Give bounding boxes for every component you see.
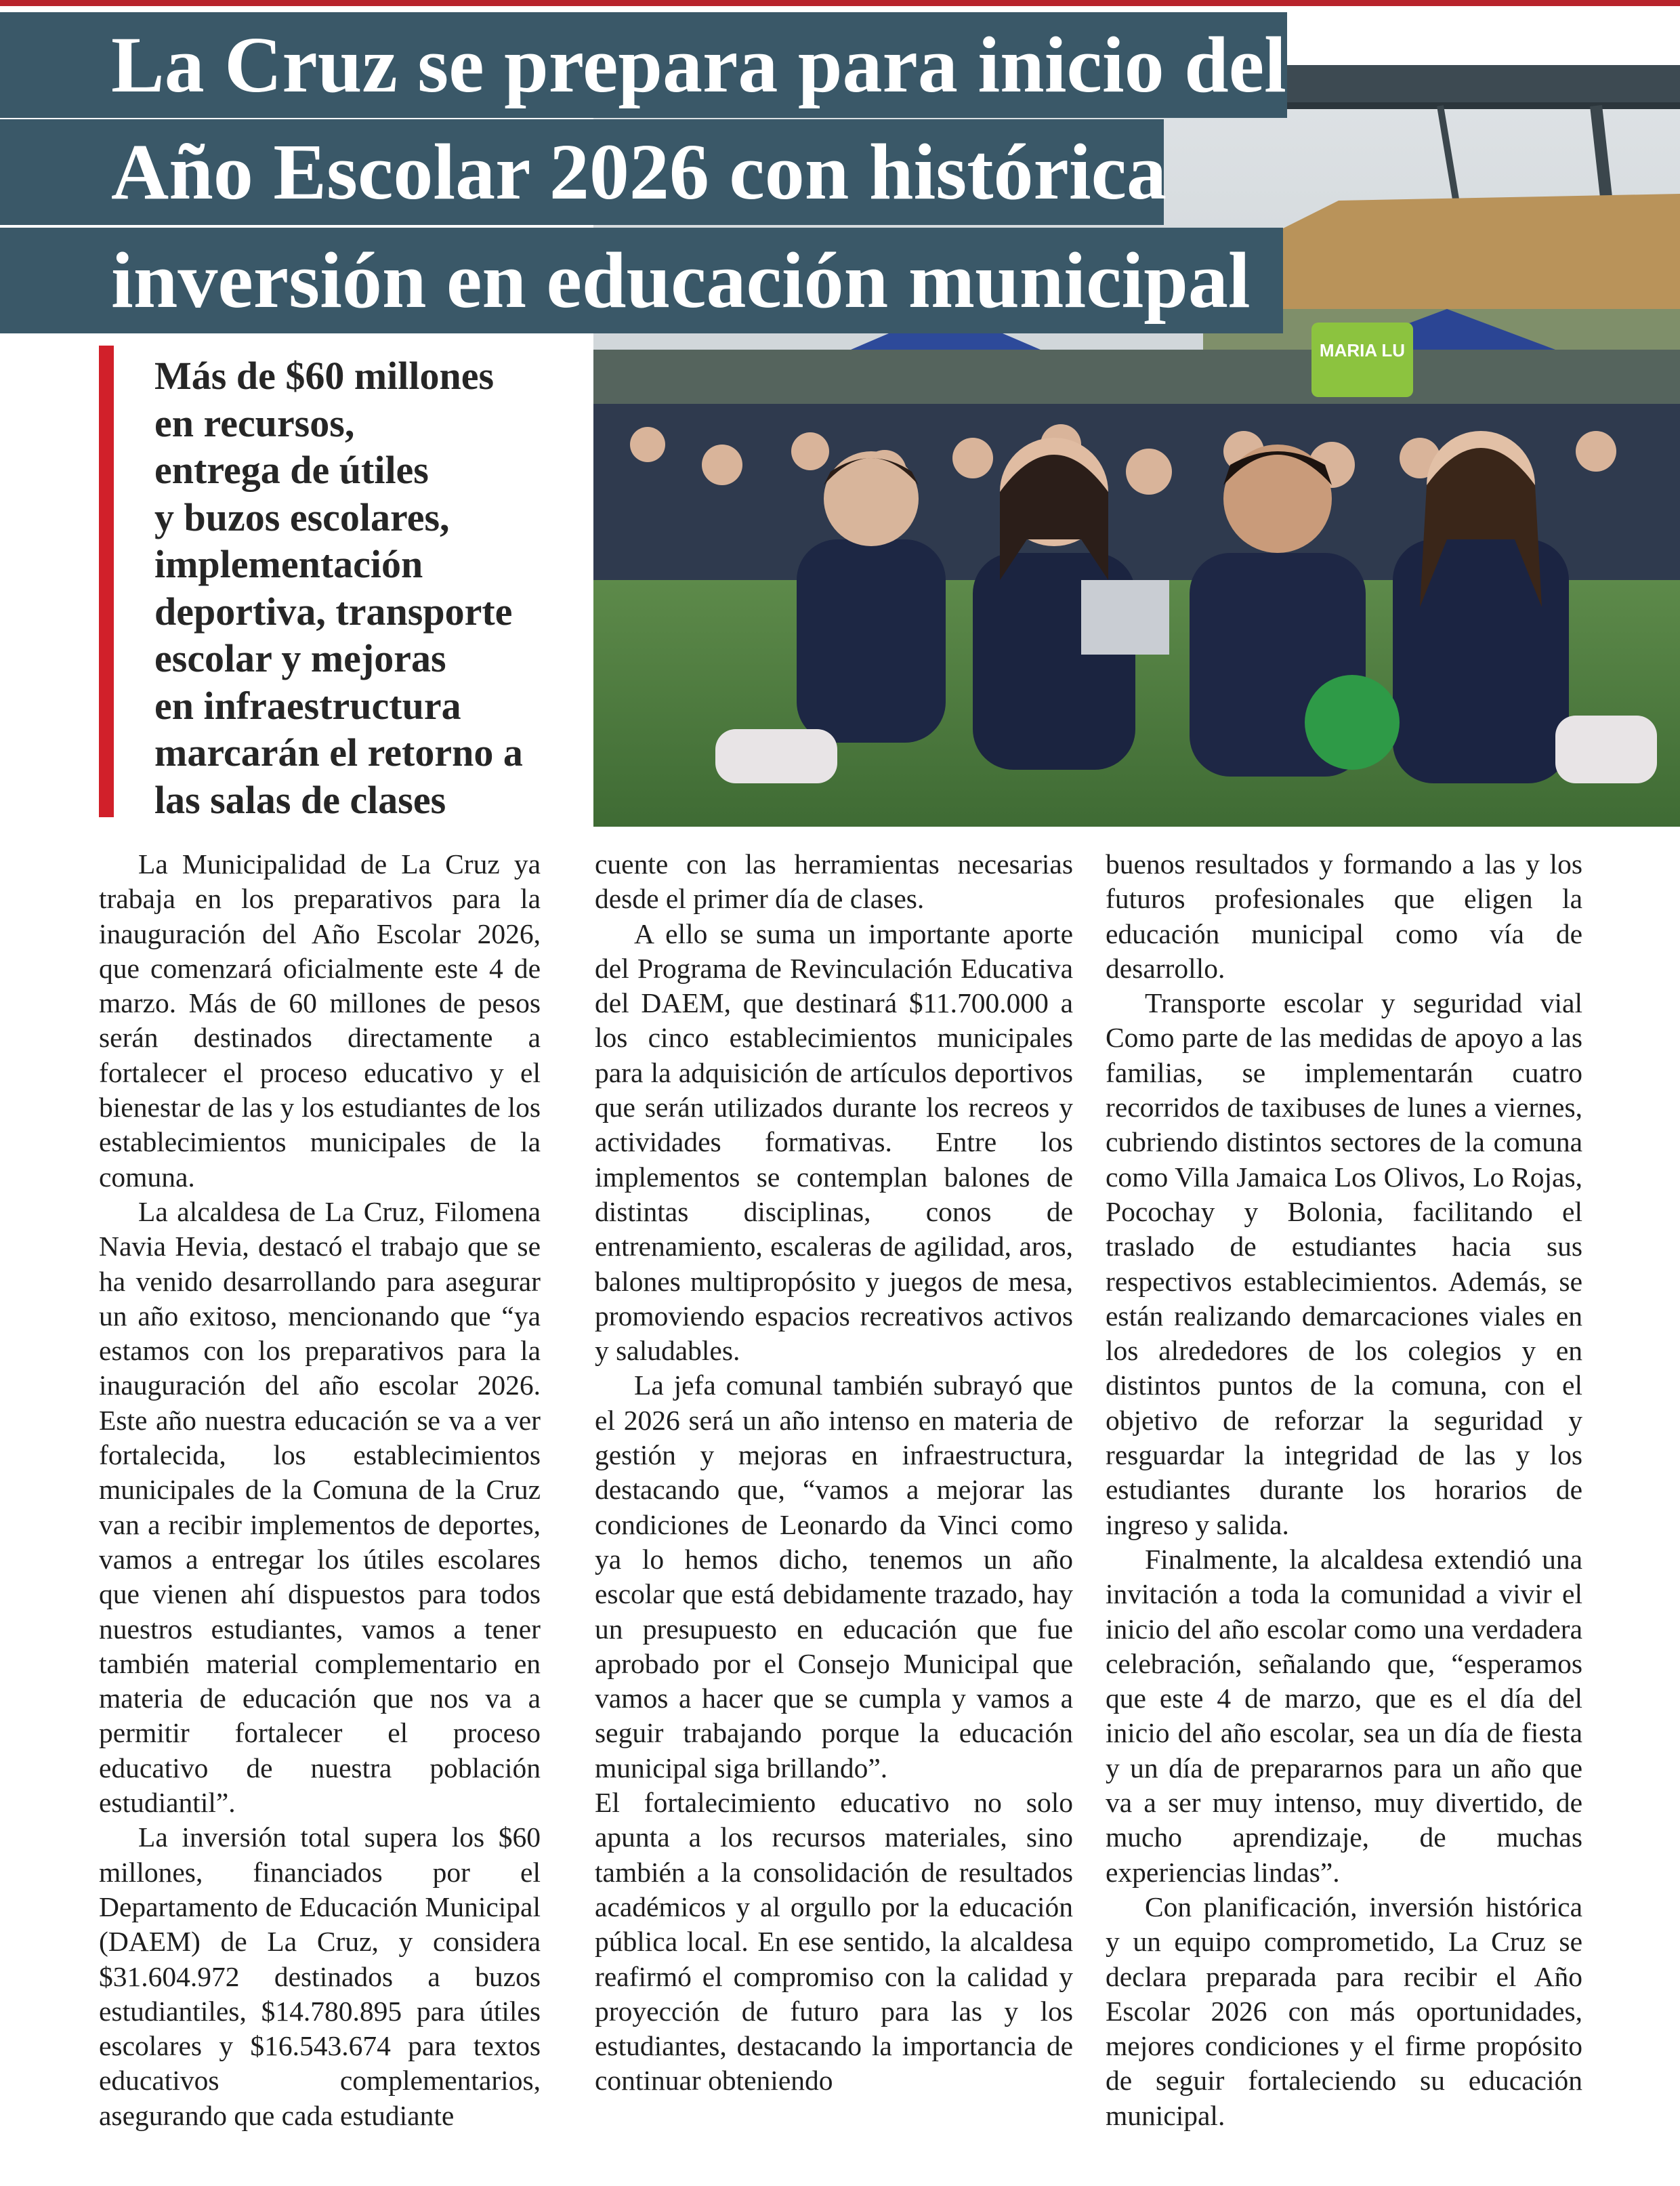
paragraph: La Municipalidad de La Cruz ya trabaja en los preparativos para la inauguración del Año Escolar 2026, que comenzará oficialmente este 4 de marzo. Más de 60 millones de pesos serán destinados directamente a fortalecer el proceso educativo y el bienestar de las y los estudiantes de los establecimientos municipales de la comuna. — [99, 848, 541, 1193]
subheadline-line: entrega de útiles — [154, 448, 429, 492]
paragraph: La jefa comunal también subrayó que el 2026 será un año intenso en materia de gestión y mejoras en infraestructura, destacando que, “vamos a mejorar las condiciones de Leonardo da Vinci como ya lo hemos dicho, tenemos un año escolar que está debidamente trazado, hay un presupuesto en educación que fue aprobado por el Consejo Municipal que vamos a hacer que se cumpla y vamos a seguir trabajando porque la educación municipal siga brillando”. — [595, 1369, 1073, 1783]
paragraph: La inversión total supera los $60 millones, financiados por el Departamento de Educación Municipal (DAEM) de La Cruz, y considera $31.604.972 destinados a buzos estudiantiles, $14.780.895 para útiles escolares y $16.543.674 para textos educativos complementarios, asegurando que cada estudiante — [99, 1821, 541, 2131]
article-column-1 — [99, 847, 541, 2133]
paragraph: Finalmente, la alcaldesa extendió una invitación a toda la comunidad a vivir el inicio del año escolar como una verdadera celebración, señalando que, “esperamos que este 4 de marzo, que es el día del inicio del año escolar, sea un día de fiesta y un día de prepararnos para un año que va a ser muy intenso, muy divertido, de mucho aprendizaje, de muchas experiencias lindas”. — [1106, 1543, 1582, 1888]
banner-text: MARIA LU — [1319, 340, 1406, 360]
subheadline-accent-bar — [99, 346, 114, 817]
paragraph: La alcaldesa de La Cruz, Filomena Navia Hevia, destacó el trabajo que se ha venido desarrollando para asegurar un año exitoso, mencionando que “ya estamos con los preparativos para la inauguración del año escolar 2026. Este año nuestra educación se va a ver fortalecida, los establecimientos municipales de la Comuna de la Cruz van a recibir implementos de deportes, vamos a entregar los útiles escolares que vienen ahí dispuestos para todos nuestros estudiantes, vamos a tener también material complementario en materia de educación que nos va a permitir fortalecer el proceso educativo de nuestra población estudiantil”. — [99, 1195, 541, 1819]
subheadline — [154, 352, 574, 823]
article-column-3 — [1106, 847, 1582, 2133]
subheadline-line: las salas de clases — [154, 777, 446, 822]
paragraph: Con planificación, inversión histórica y un equipo comprometido, La Cruz se declara preparada para recibir el Año Escolar 2026 con más oportunidades, mejores condiciones y el firme propósito de seguir fortaleciendo su educación municipal. — [1106, 1891, 1582, 2131]
paragraph: El fortalecimiento educativo no solo apunta a los recursos materiales, sino también a la consolidación de resultados académicos y al orgullo por la educación pública local. En ese sentido, la alcaldesa reafirmó el compromiso con la calidad y proyección de futuro para las y los estudiantes, destacando la importancia de continuar obteniendo — [595, 1787, 1073, 2097]
subheadline-line: marcarán el retorno a — [154, 730, 523, 775]
headline-line-1: La Cruz se prepara para inicio del — [0, 12, 1287, 118]
paragraph: Transporte escolar y seguridad vial Como parte de las medidas de apoyo a las familias, se implementarán cuatro recorridos de taxibuses de lunes a viernes, cubriendo distintos sectores de la comuna como Villa Jamaica Los Olivos, Lo Rojas, Pocochay y Bolonia, facilitando el traslado de estudiantes hacia sus respectivos establecimientos. Además, se están realizando demarcaciones viales en los alrededores de los colegios y en distintos puntos de la comuna, con el objetivo de reforzar la seguridad y resguardar la integridad de las y los estudiantes durante los horarios de ingreso y salida. — [1106, 987, 1582, 1540]
subheadline-line: implementación — [154, 542, 423, 586]
subheadline-line: escolar y mejoras — [154, 636, 446, 680]
subheadline-line: deportiva, transporte — [154, 589, 513, 634]
paragraph: cuente con las herramientas necesarias desde el primer día de clases. — [595, 848, 1073, 915]
subheadline-line: y buzos escolares, — [154, 495, 450, 539]
paragraph: A ello se suma un importante aporte del Programa de Revinculación Educativa del DAEM, que destinará $11.700.000 a los cinco establecimientos municipales para la adquisición de artículos deportivos que serán utilizados durante los recreos y actividades formativas. Entre los implementos se contemplan balones de distintas disciplinas, conos de entrenamiento, escaleras de agilidad, aros, balones multipropósito y juegos de mesa, promoviendo espacios recreativos activos y saludables. — [595, 917, 1073, 1367]
headline-line-3: inversión en educación municipal — [0, 228, 1283, 333]
top-rule — [0, 0, 1680, 6]
subheadline-line: Más de $60 millones — [154, 354, 495, 398]
headline-line-2: Año Escolar 2026 con histórica — [0, 119, 1164, 225]
paragraph: buenos resultados y formando a las y los futuros profesionales que eligen la educación municipal como vía de desarrollo. — [1106, 848, 1582, 984]
subheadline-line: en recursos, — [154, 400, 355, 445]
article-column-2 — [595, 847, 1073, 2099]
subheadline-line: en infraestructura — [154, 683, 461, 728]
